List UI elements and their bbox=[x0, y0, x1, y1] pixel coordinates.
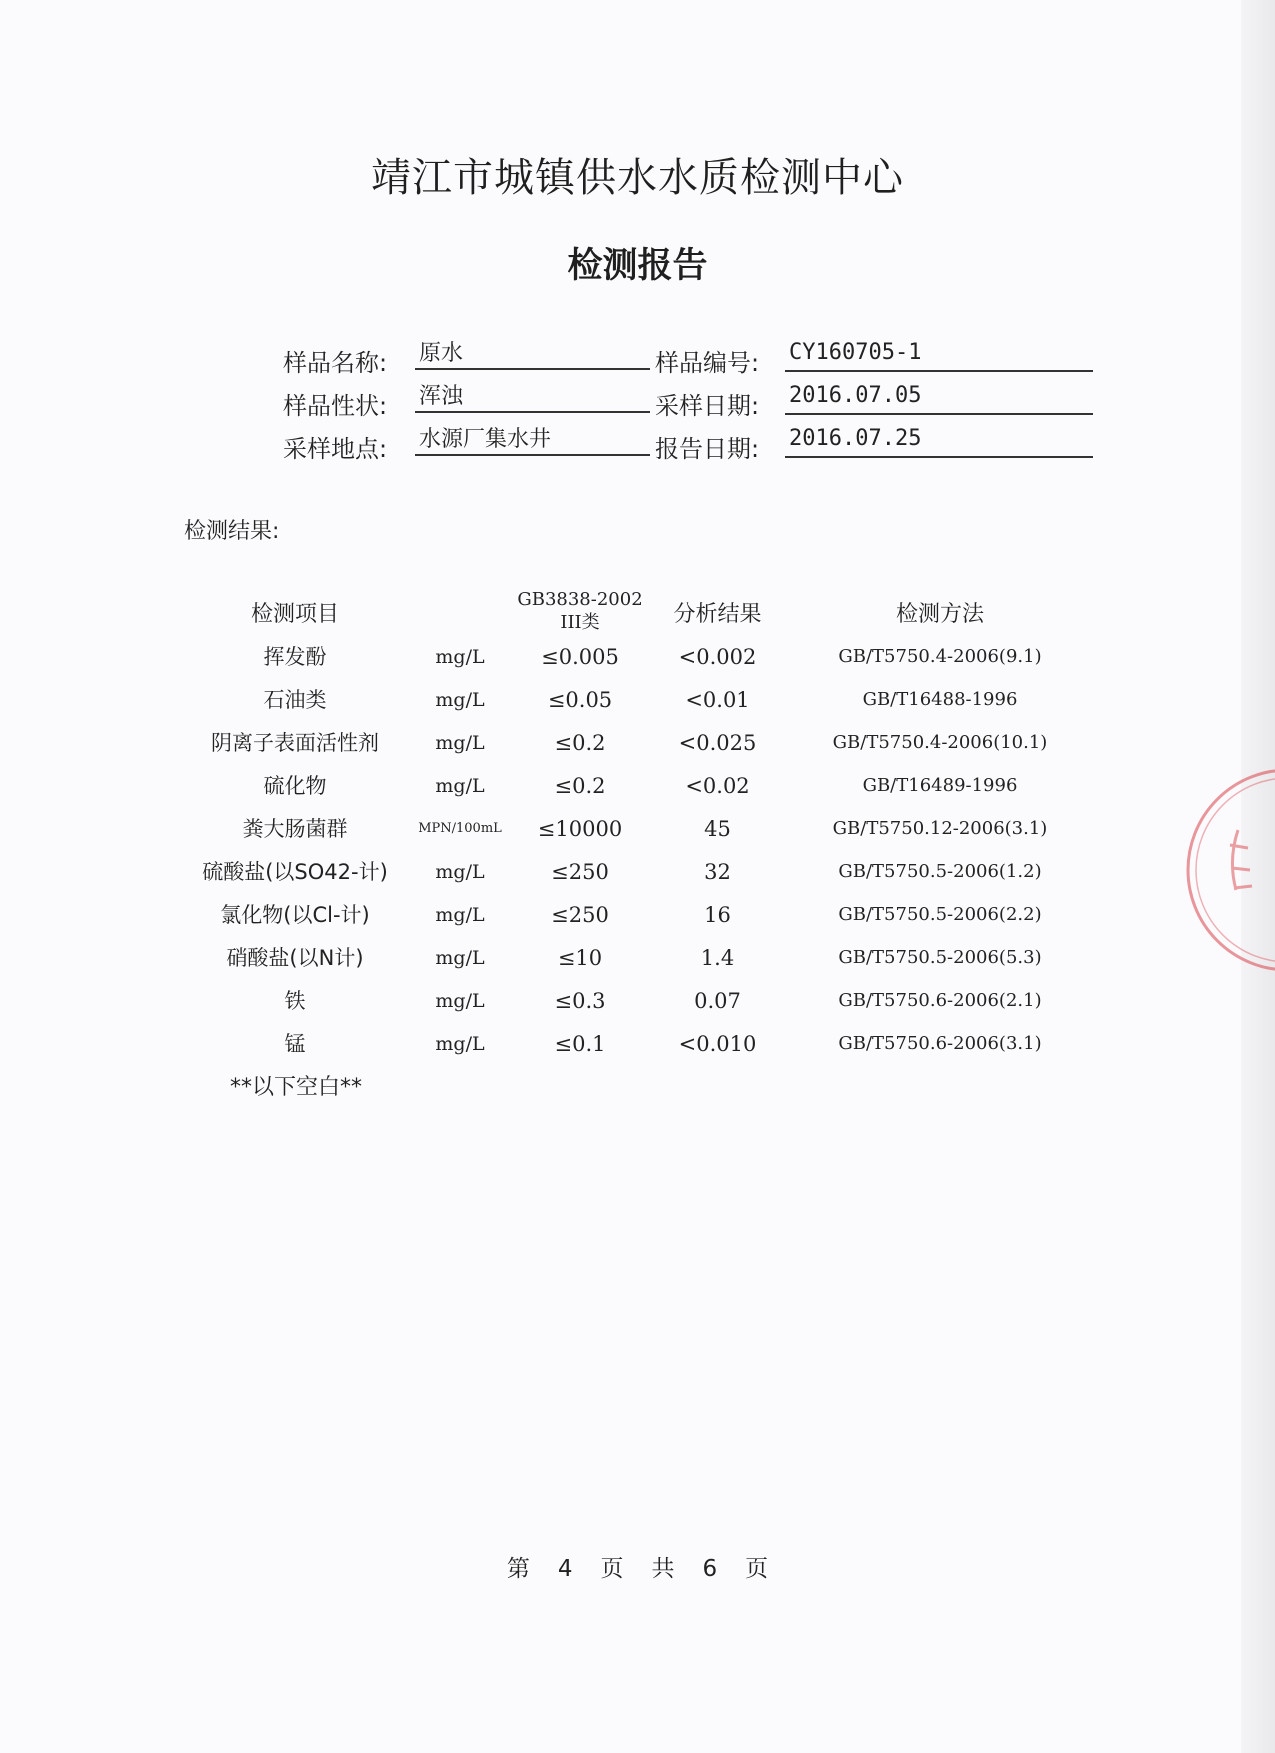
header-item: 检测项目 bbox=[250, 602, 339, 627]
page-current: 4 bbox=[557, 1556, 573, 1582]
row-unit: mg/L bbox=[435, 904, 485, 926]
organization-title: 靖江市城镇供水水质检测中心 bbox=[371, 155, 904, 201]
row-result: <0.002 bbox=[678, 645, 757, 669]
row-result: <0.01 bbox=[685, 688, 750, 712]
page-total: 6 bbox=[702, 1556, 718, 1582]
header-standard-line2: III类 bbox=[560, 612, 600, 633]
row-item: 硫酸盐(以SO42-计) bbox=[202, 860, 388, 884]
row-unit: mg/L bbox=[435, 1033, 485, 1055]
row-method: GB/T5750.5-2006(5.3) bbox=[838, 947, 1042, 968]
table-row bbox=[0, 809, 1275, 849]
row-item: 氯化物(以Cl-计) bbox=[220, 903, 370, 927]
row-unit: mg/L bbox=[435, 775, 485, 797]
row-item: 石油类 bbox=[263, 688, 327, 712]
page-mid: 页 bbox=[600, 1556, 624, 1582]
sample-no-value: CY160705-1 bbox=[785, 338, 1093, 372]
end-of-content-mark: **以下空白** bbox=[230, 1075, 363, 1100]
row-result: 0.07 bbox=[694, 989, 741, 1013]
sample-name-label: 样品名称: bbox=[283, 349, 388, 377]
row-result: 32 bbox=[704, 860, 731, 884]
seal-inner-ring bbox=[1196, 778, 1275, 962]
report-date-label: 报告日期: bbox=[655, 435, 760, 463]
sampling-date-label: 采样日期: bbox=[655, 392, 760, 420]
table-row bbox=[0, 895, 1275, 935]
row-item: 硫化物 bbox=[263, 774, 327, 798]
row-standard: ≤250 bbox=[551, 860, 609, 884]
row-result: 16 bbox=[704, 903, 731, 927]
header-standard bbox=[510, 588, 650, 634]
report-date-value: 2016.07.25 bbox=[785, 424, 1093, 458]
row-method: GB/T16488-1996 bbox=[862, 689, 1018, 710]
sampling-site-label: 采样地点: bbox=[283, 435, 388, 463]
row-method: GB/T16489-1996 bbox=[862, 775, 1018, 796]
seal-stamp-icon bbox=[1168, 750, 1275, 990]
page-prefix: 第 bbox=[506, 1556, 530, 1582]
row-item: 挥发酚 bbox=[263, 645, 327, 669]
row-standard: ≤10000 bbox=[537, 817, 623, 841]
table-row bbox=[0, 852, 1275, 892]
results-section-label: 检测结果: bbox=[184, 519, 280, 544]
row-result: <0.02 bbox=[685, 774, 750, 798]
table-row bbox=[0, 1024, 1275, 1064]
table-row bbox=[0, 766, 1275, 806]
sample-state-value: 浑浊 bbox=[415, 379, 650, 413]
table-row bbox=[0, 723, 1275, 763]
row-item: 铁 bbox=[284, 989, 306, 1013]
row-unit: mg/L bbox=[435, 947, 485, 969]
row-standard: ≤0.05 bbox=[547, 688, 613, 712]
row-standard: ≤0.3 bbox=[554, 989, 606, 1013]
table-row bbox=[0, 938, 1275, 978]
row-result: 45 bbox=[704, 817, 731, 841]
page-number bbox=[0, 1550, 1275, 1583]
row-method: GB/T5750.4-2006(9.1) bbox=[838, 646, 1042, 667]
header-result: 分析结果 bbox=[673, 602, 762, 627]
row-method: GB/T5750.12-2006(3.1) bbox=[832, 818, 1048, 839]
table-row bbox=[0, 680, 1275, 720]
total-prefix: 共 bbox=[651, 1556, 675, 1582]
row-result: <0.010 bbox=[678, 1032, 757, 1056]
sampling-date-value: 2016.07.05 bbox=[785, 381, 1093, 415]
row-method: GB/T5750.5-2006(2.2) bbox=[838, 904, 1042, 925]
row-method: GB/T5750.6-2006(2.1) bbox=[838, 990, 1042, 1011]
row-item: 粪大肠菌群 bbox=[242, 817, 348, 841]
row-unit: mg/L bbox=[435, 646, 485, 668]
row-method: GB/T5750.6-2006(3.1) bbox=[838, 1033, 1042, 1054]
header-standard-line1: GB3838-2002 bbox=[517, 589, 643, 610]
row-standard: ≤250 bbox=[551, 903, 609, 927]
row-standard: ≤0.005 bbox=[541, 645, 619, 669]
row-unit: MPN/100mL bbox=[418, 821, 502, 836]
row-standard: ≤0.1 bbox=[554, 1032, 606, 1056]
sampling-site-value: 水源厂集水井 bbox=[415, 422, 650, 456]
row-standard: ≤10 bbox=[557, 946, 603, 970]
row-method: GB/T5750.4-2006(10.1) bbox=[832, 732, 1048, 753]
sample-name-value: 原水 bbox=[415, 336, 650, 370]
page-suffix: 页 bbox=[745, 1556, 769, 1582]
table-row bbox=[0, 637, 1275, 677]
row-result: 1.4 bbox=[700, 946, 735, 970]
sample-state-label: 样品性状: bbox=[283, 392, 388, 420]
row-method: GB/T5750.5-2006(1.2) bbox=[838, 861, 1042, 882]
seal-glyphs bbox=[1230, 830, 1252, 890]
row-unit: mg/L bbox=[435, 990, 485, 1012]
row-standard: ≤0.2 bbox=[554, 731, 606, 755]
row-item: 硝酸盐(以N计) bbox=[226, 946, 364, 970]
header-method: 检测方法 bbox=[895, 602, 984, 627]
sample-no-label: 样品编号: bbox=[655, 349, 760, 377]
row-unit: mg/L bbox=[435, 732, 485, 754]
row-unit: mg/L bbox=[435, 689, 485, 711]
row-unit: mg/L bbox=[435, 861, 485, 883]
table-row bbox=[0, 981, 1275, 1021]
row-item: 阴离子表面活性剂 bbox=[211, 731, 379, 755]
report-title: 检测报告 bbox=[567, 246, 708, 286]
row-result: <0.025 bbox=[678, 731, 757, 755]
row-item: 锰 bbox=[284, 1032, 306, 1056]
row-standard: ≤0.2 bbox=[554, 774, 606, 798]
